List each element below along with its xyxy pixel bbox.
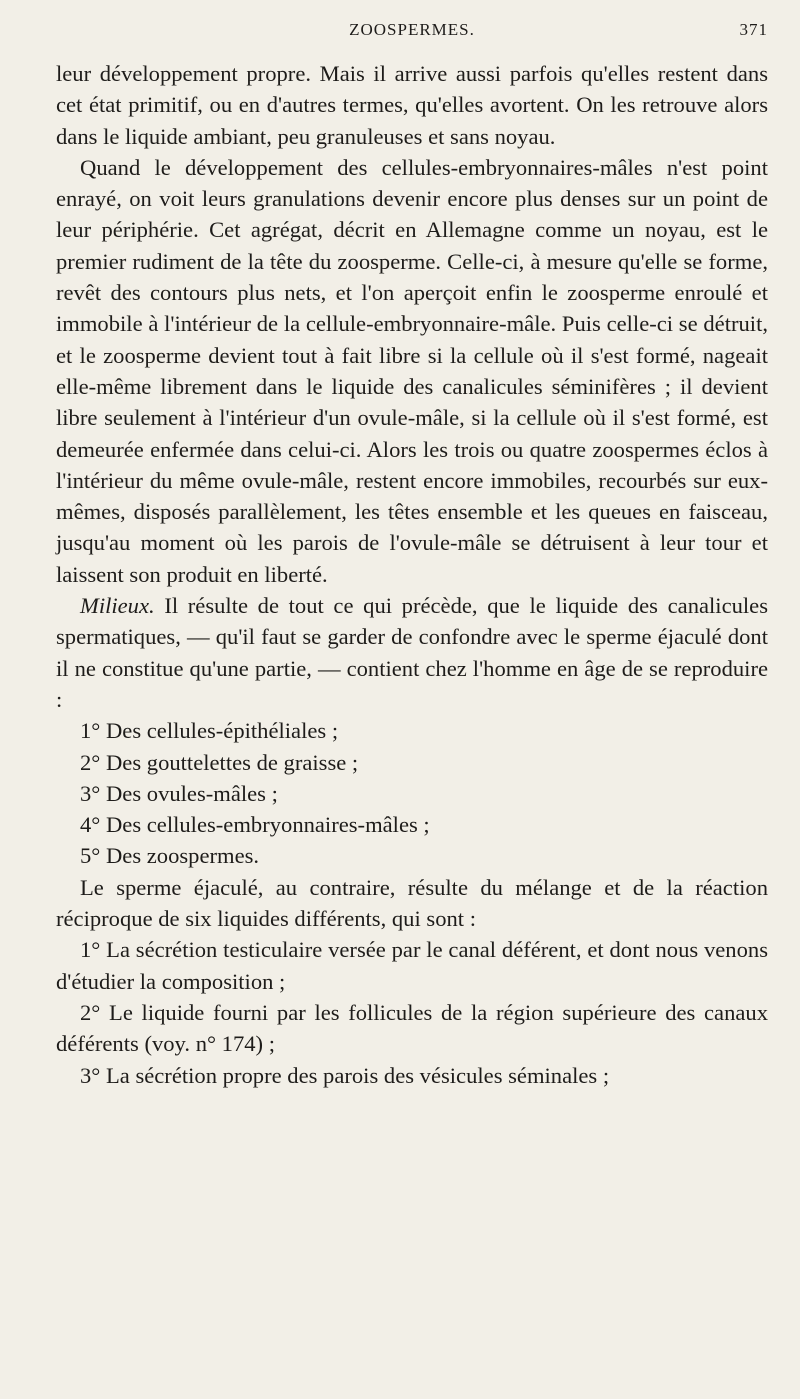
list-item: 5° Des zoospermes. [80, 843, 260, 869]
list-item: 1° La sécrétion testiculaire versée par le canal déférent, et dont nous venons d'étudier la composition ; [56, 937, 768, 994]
paragraph-milieux [56, 590, 768, 715]
paragraph-milieux-text: Il résulte de tout ce qui précède, que le liquide des canalicules spermatiques, — qu'il faut se garder de confondre avec le sperme éjaculé dont il ne constitue qu'une partie, — contient chez l'homme en âge de se reproduire : [56, 593, 768, 712]
list-item: 3° La sécrétion propre des parois des vésicules séminales ; [80, 1062, 610, 1088]
list-item: 1° Des cellules-épithéliales ; [80, 718, 339, 744]
list-item: 2° Des gouttelettes de graisse ; [80, 749, 359, 775]
book-page [56, 14, 768, 1091]
list-item: 2° Le liquide fourni par les follicules de la région supérieure des canaux déférents (voy. n° 174) ; [56, 999, 768, 1057]
running-head [56, 14, 768, 58]
paragraph-sperme-ejacule: Le sperme éjaculé, au contraire, résulte du mélange et de la réaction réciproque de six liquides différents, qui sont : [56, 874, 768, 932]
paragraph-continuation: leur développement propre. Mais il arrive aussi parfois qu'elles restent dans cet état primitif, ou en d'autres termes, qu'elles avortent. On les retrouve alors dans le liquide ambiant, peu granuleuses et sans noyau. [56, 61, 768, 149]
section-label-milieux: Milieux. [80, 593, 155, 619]
body-text [56, 58, 768, 1091]
paragraph-development: Quand le développement des cellules-embryonnaires-mâles n'est point enrayé, on voit leurs granulations devenir encore plus denses sur un point de leur périphérie. Cet agrégat, décrit en Allemagne comme un noyau, est le premier rudiment de la tête du zoosperme. Celle-ci, à mesure qu'elle se forme, revêt des contours plus nets, et l'on aperçoit enfin le zoosperme enroulé et immobile à l'intérieur de la cellule-embryonnaire-mâle. Puis celle-ci se détruit, et le zoosperme devient tout à fait libre si la cellule où il s'est formé, nageait elle-même librement dans le liquide des canalicules séminifères ; il devient libre seulement à l'intérieur d'un ovule-mâle, si la cellule où il s'est formé, est demeurée enfermée dans celui-ci. Alors les trois ou quatre zoospermes éclos à l'intérieur du même ovule-mâle, restent encore immobiles, recourbés sur eux-mêmes, disposés parallèlement, les têtes ensemble et les queues en faisceau, jusqu'au moment où les parois de l'ovule-mâle se détruisent à leur tour et laissent son produit en liberté. [56, 154, 768, 587]
list-item: 3° Des ovules-mâles ; [80, 780, 278, 806]
list-item: 4° Des cellules-embryonnaires-mâles ; [80, 812, 430, 838]
page-number: 371 [739, 20, 768, 39]
running-head-title: ZOOSPERMES. [349, 20, 475, 39]
